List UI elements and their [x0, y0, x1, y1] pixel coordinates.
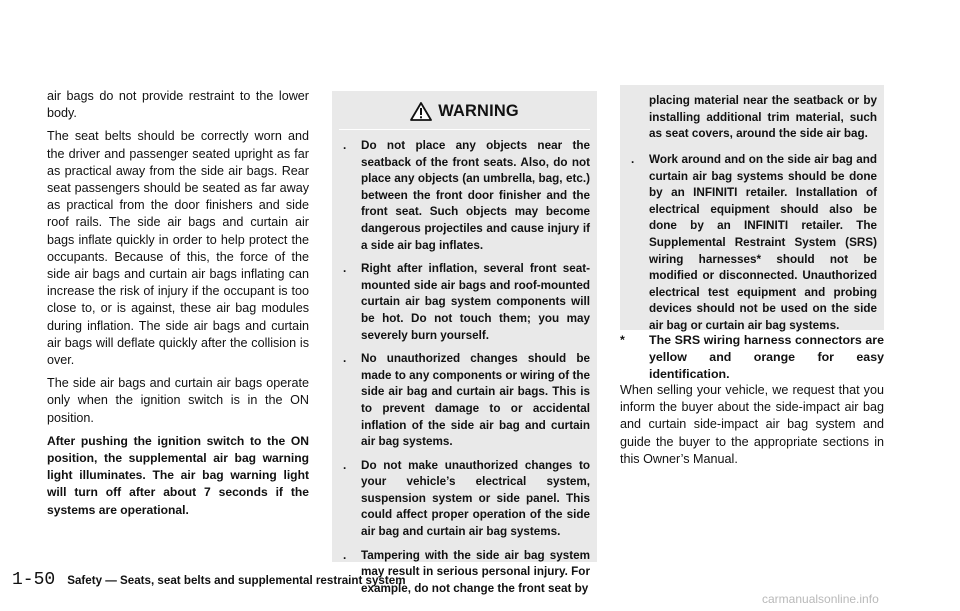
warning-item: . Tampering with the side air bag system may result in serious personal injury. For example, do not change the front seat by — [343, 548, 590, 595]
bullet: . — [343, 458, 347, 472]
divider — [339, 129, 590, 130]
warning-list — [332, 138, 597, 604]
warning-list — [620, 152, 884, 342]
bullet: . — [631, 153, 635, 166]
warning-header — [332, 91, 597, 131]
warning-item: . Do not make unauthorized changes to your vehicle’s electrical system, suspension system or side panel. This could affect proper operation of the side air bag and curtain air bag systems. — [343, 458, 590, 539]
paragraph: The seat belts should be correctly worn and the driver and passenger seated upright as far as practical away from the side air bags. Rear seat passengers should be seated as far away as practical from the door finishers and side roof rails. The side air bags and curtain air bags inflate quickly in order to help protect the occupants. Because of this, the force of the side air bags and curtain air bags inflating can increase the risk of injury if the occupant is too close to, or is against, these air bag modules during inflation. The side air bags and curtain air bags will deflate quickly after the collision is over. — [47, 129, 309, 368]
bullet: . — [343, 262, 347, 276]
footnote-marker: * — [620, 333, 625, 347]
section-title: Safety — Seats, seat belts and supplemental restraint system — [67, 574, 406, 587]
page-number: 1-50 — [12, 570, 56, 590]
warning-title: WARNING — [438, 101, 519, 120]
paragraph: The side air bags and curtain air bags operate only when the ignition switch is in the ON position. — [47, 376, 309, 425]
warning-item: . Right after inflation, several front seat-mounted side air bags and roof-mounted curtain air bag system components will be hot. Do not touch them; you may severely burn yourself. — [343, 262, 590, 342]
warning-item: . Do not place any objects near the seatback of the front seats. Also, do not place any objects (an umbrella, bag, etc.) between the front door finisher and the front seat. Such objects may become dangerous projectiles and cause injury if a side air bag inflates. — [343, 139, 590, 252]
bullet: . — [343, 548, 347, 562]
warning-box-continued — [620, 85, 884, 330]
warning-item: . Work around and on the side air bag and curtain air bag systems should be done by an INFINITI retailer. Installation of electrical equipment should also be done by an INFINITI retailer. The Supplemental Restraint System (SRS) wiring harnesses* should not be modified or disconnected. Unauthorized electrical test equipment and probing devices should not be used on the side air bag or curtain air bag systems. — [631, 153, 877, 332]
bullet: . — [343, 139, 347, 152]
footnote-text: The SRS wiring harness connectors are yellow and orange for easy identification. — [649, 333, 884, 381]
left-column — [47, 88, 309, 525]
warning-triangle-icon — [410, 102, 432, 121]
warning-item: . No unauthorized changes should be made to any components or wiring of the side air bag and curtain air bags. This is to prevent damage to or accidental inflation of the side air bag and curtain air bag systems. — [343, 352, 590, 449]
watermark: carmanualsonline.info — [762, 592, 879, 606]
warning-box — [332, 91, 597, 595]
warning-continuation: placing material near the seatback or by installing additional trim material, such as seat covers, around the side air bag. — [649, 94, 877, 141]
page-footer — [12, 570, 406, 594]
paragraph: air bags do not provide restraint to the lower body. — [47, 89, 309, 121]
bullet: . — [343, 352, 347, 366]
paragraph: When selling your vehicle, we request that you inform the buyer about the side-impact air bag and curtain side-impact air bag system and guide the buyer to the appropriate sections in this Owner’s Manual. — [620, 383, 884, 466]
paragraph-bold: After pushing the ignition switch to the ON position, the supplemental air bag warning light illuminates. The air bag warning light will turn off after about 7 seconds if the systems are operational. — [47, 433, 309, 517]
